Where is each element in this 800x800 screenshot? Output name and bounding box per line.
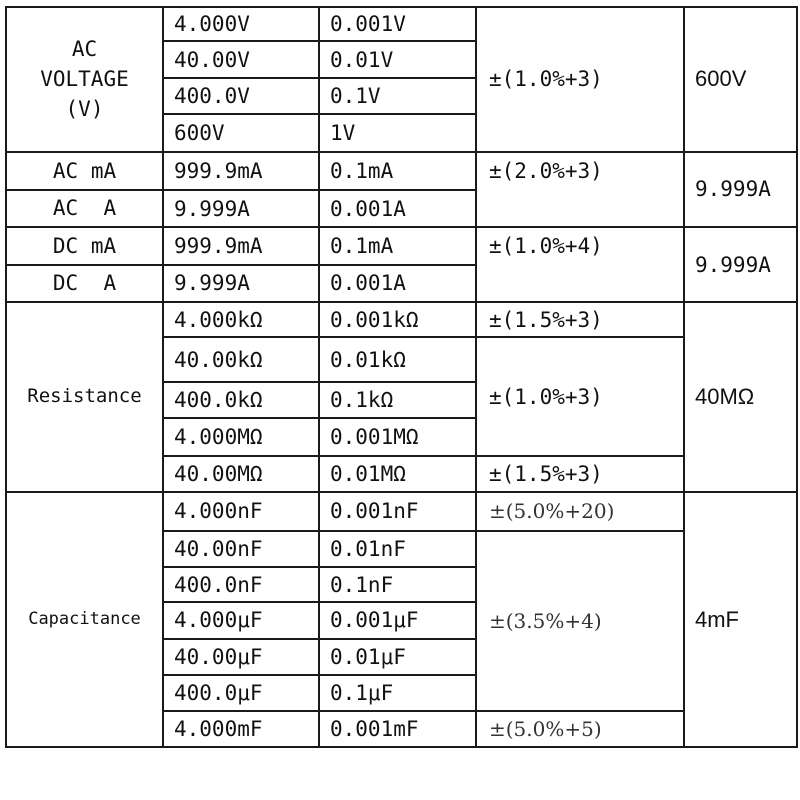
range-cell: 400.0kΩ	[163, 382, 319, 418]
accuracy-cell: ±(1.5%+3)	[476, 302, 684, 337]
resolution-cell: 1V	[319, 114, 476, 151]
function-label-line: AC	[71, 36, 98, 61]
resolution-cell: 0.01MΩ	[319, 456, 476, 492]
function-cell-ac-voltage	[6, 7, 163, 152]
resolution-cell: 0.01nF	[319, 531, 476, 567]
accuracy-cell: ±(1.0%+4)	[476, 227, 684, 302]
resolution-cell: 0.1mA	[319, 152, 476, 190]
range-cell: 9.999A	[163, 190, 319, 227]
max-input-cell: 9.999A	[684, 227, 797, 302]
max-input-cell: 40MΩ	[684, 302, 797, 492]
function-cell-dc-ma: DC mA	[6, 227, 163, 264]
resolution-cell: 0.001A	[319, 190, 476, 227]
range-cell: 40.00V	[163, 41, 319, 77]
range-cell: 999.9mA	[163, 227, 319, 264]
resolution-cell: 0.01μF	[319, 639, 476, 675]
resolution-cell: 0.001MΩ	[319, 418, 476, 455]
resolution-cell: 0.1mA	[319, 227, 476, 264]
max-input-cell: 4mF	[684, 492, 797, 747]
range-cell: 9.999A	[163, 265, 319, 302]
resolution-cell: 0.001V	[319, 7, 476, 41]
function-label-line: (V)	[65, 97, 104, 122]
resolution-cell: 0.001mF	[319, 711, 476, 747]
accuracy-cell: ±(1.0%+3)	[476, 337, 684, 455]
table-row	[6, 152, 797, 190]
range-cell: 600V	[163, 114, 319, 151]
range-cell: 400.0V	[163, 78, 319, 114]
accuracy-cell: ±(5.0%+20)	[476, 492, 684, 530]
range-cell: 40.00kΩ	[163, 337, 319, 381]
range-cell: 4.000MΩ	[163, 418, 319, 455]
function-cell-ac-ma: AC mA	[6, 152, 163, 190]
resolution-cell: 0.001kΩ	[319, 302, 476, 337]
range-cell: 4.000kΩ	[163, 302, 319, 337]
function-cell-resistance: Resistance	[6, 302, 163, 492]
resolution-cell: 0.1V	[319, 78, 476, 114]
range-cell: 400.0nF	[163, 567, 319, 602]
range-cell: 4.000nF	[163, 492, 319, 530]
table-row	[6, 302, 797, 337]
accuracy-cell: ±(2.0%+3)	[476, 152, 684, 228]
function-cell-capacitance: Capacitance	[6, 492, 163, 747]
resolution-cell: 0.01kΩ	[319, 337, 476, 381]
range-cell: 4.000mF	[163, 711, 319, 747]
multimeter-spec-table	[5, 6, 798, 748]
resolution-cell: 0.001nF	[319, 492, 476, 530]
range-cell: 40.00MΩ	[163, 456, 319, 492]
max-input-cell: 9.999A	[684, 152, 797, 228]
resolution-cell: 0.001A	[319, 265, 476, 302]
accuracy-cell: ±(3.5%+4)	[476, 531, 684, 712]
range-cell: 4.000V	[163, 7, 319, 41]
accuracy-cell: ±(1.0%+3)	[476, 7, 684, 152]
table-row	[6, 7, 797, 41]
resolution-cell: 0.01V	[319, 41, 476, 77]
range-cell: 40.00nF	[163, 531, 319, 567]
range-cell: 400.0μF	[163, 675, 319, 711]
table-row	[6, 227, 797, 264]
range-cell: 4.000μF	[163, 602, 319, 638]
table-row	[6, 492, 797, 530]
resolution-cell: 0.1nF	[319, 567, 476, 602]
function-cell-dc-a: DC A	[6, 265, 163, 302]
accuracy-cell: ±(1.5%+3)	[476, 456, 684, 492]
range-cell: 40.00μF	[163, 639, 319, 675]
max-input-cell: 600V	[684, 7, 797, 152]
function-cell-ac-a: AC A	[6, 190, 163, 227]
function-label-line: VOLTAGE	[40, 67, 129, 92]
resolution-cell: 0.1μF	[319, 675, 476, 711]
accuracy-cell: ±(5.0%+5)	[476, 711, 684, 747]
resolution-cell: 0.001μF	[319, 602, 476, 638]
resolution-cell: 0.1kΩ	[319, 382, 476, 418]
range-cell: 999.9mA	[163, 152, 319, 190]
